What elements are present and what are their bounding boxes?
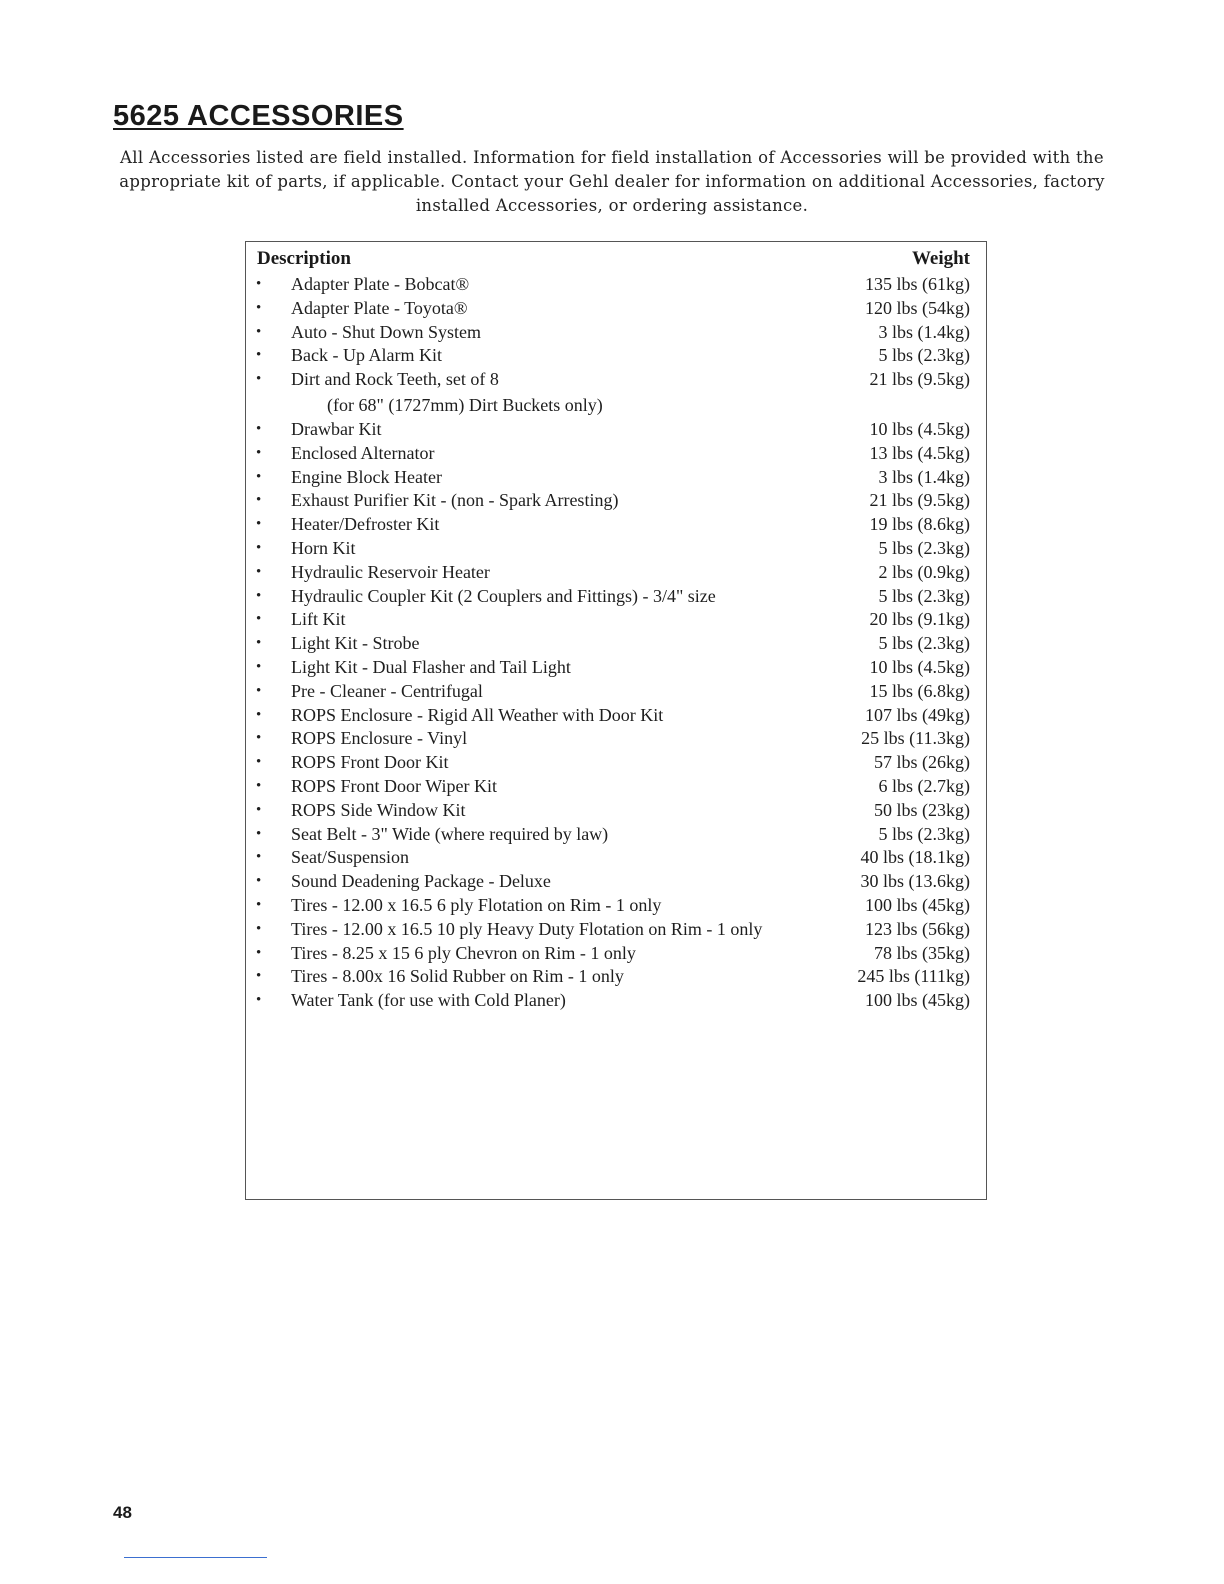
bullet-icon: •	[256, 371, 262, 388]
bullet-icon: •	[256, 276, 262, 292]
item-description: Heater/Defroster Kit	[291, 514, 440, 535]
item-description: Tires - 12.00 x 16.5 6 ply Flotation on Rim - 1 only	[291, 894, 662, 915]
item-description: Seat Belt - 3" Wide (where required by law)	[291, 823, 609, 844]
table-row	[246, 513, 970, 537]
bullet-icon: •	[256, 992, 262, 1009]
bullet-icon: •	[256, 920, 262, 937]
item-description: Adapter Plate - Toyota®	[291, 297, 468, 318]
item-weight: 6 lbs (2.7kg)	[878, 775, 970, 796]
bullet-icon: •	[256, 754, 262, 771]
footer-rule	[124, 1557, 267, 1558]
item-weight: 57 lbs (26kg)	[874, 752, 970, 773]
item-weight: 5 lbs (2.3kg)	[878, 823, 970, 844]
bullet-icon: •	[256, 658, 262, 675]
item-weight: 107 lbs (49kg)	[865, 704, 970, 725]
item-weight: 100 lbs (45kg)	[865, 894, 970, 915]
table-row	[246, 608, 970, 632]
item-description: Hydraulic Coupler Kit (2 Couplers and Fittings) - 3/4" size	[291, 585, 716, 606]
item-description: ROPS Front Door Wiper Kit	[291, 775, 497, 796]
table-row	[246, 846, 970, 870]
item-weight: 78 lbs (35kg)	[874, 942, 970, 963]
page-title: 5625 ACCESSORIES	[113, 100, 404, 132]
table-row	[246, 466, 970, 490]
header-description: Description	[257, 248, 351, 269]
bullet-icon: •	[256, 516, 262, 533]
table-row	[246, 368, 970, 392]
item-weight: 30 lbs (13.6kg)	[860, 871, 970, 892]
bullet-icon: •	[256, 944, 262, 961]
item-weight: 10 lbs (4.5kg)	[869, 656, 970, 677]
table-row	[246, 918, 970, 942]
item-description: Adapter Plate - Bobcat®	[291, 274, 470, 294]
table-row	[246, 704, 970, 728]
bullet-icon: •	[256, 563, 262, 580]
bullet-icon: •	[256, 706, 262, 723]
item-description: Lift Kit	[291, 609, 346, 630]
item-weight: 50 lbs (23kg)	[874, 799, 970, 820]
table-row	[246, 585, 970, 609]
bullet-icon: •	[256, 444, 262, 461]
item-description: Seat/Suspension	[291, 847, 410, 868]
item-description: Tires - 8.00x 16 Solid Rubber on Rim - 1 only	[291, 966, 624, 987]
item-weight: 15 lbs (6.8kg)	[869, 680, 970, 701]
table-row	[246, 656, 970, 680]
accessories-table	[245, 241, 987, 1200]
table-row	[246, 680, 970, 704]
header-weight: Weight	[911, 248, 970, 269]
page-number: 48	[113, 1503, 132, 1522]
bullet-icon: •	[256, 873, 262, 890]
item-weight: 135 lbs (61kg)	[865, 274, 970, 294]
table-row	[246, 989, 970, 1013]
item-note: (for 68" (1727mm) Dirt Buckets only)	[327, 394, 603, 415]
item-weight: 19 lbs (8.6kg)	[869, 514, 970, 535]
bullet-icon: •	[256, 635, 262, 652]
bullet-icon: •	[256, 539, 262, 556]
bullet-icon: •	[256, 777, 262, 794]
table-row	[246, 727, 970, 751]
item-description: Horn Kit	[291, 537, 356, 558]
item-description: Dirt and Rock Teeth, set of 8	[291, 369, 499, 390]
item-weight: 5 lbs (2.3kg)	[878, 633, 970, 654]
item-weight: 13 lbs (4.5kg)	[869, 442, 970, 463]
item-description: Sound Deadening Package - Deluxe	[291, 871, 551, 892]
bullet-icon: •	[256, 968, 262, 985]
item-description: Enclosed Alternator	[291, 442, 435, 463]
item-description: Water Tank (for use with Cold Planer)	[291, 990, 566, 1011]
item-weight: 25 lbs (11.3kg)	[861, 728, 970, 749]
table-row	[246, 632, 970, 656]
table-row	[246, 870, 970, 894]
table-row	[246, 442, 970, 466]
item-description: Drawbar Kit	[291, 418, 382, 439]
bullet-icon: •	[256, 492, 262, 509]
bullet-icon: •	[256, 825, 262, 842]
item-weight: 20 lbs (9.1kg)	[869, 609, 970, 630]
table-row	[246, 942, 970, 966]
bullet-icon: •	[256, 849, 262, 866]
item-weight: 5 lbs (2.3kg)	[878, 345, 970, 366]
bullet-icon: •	[256, 468, 262, 485]
table-row	[246, 823, 970, 847]
table-row	[246, 894, 970, 918]
table-row	[246, 418, 970, 442]
item-weight: 123 lbs (56kg)	[865, 918, 970, 939]
bullet-icon: •	[256, 420, 262, 437]
item-weight: 40 lbs (18.1kg)	[860, 847, 970, 868]
item-weight: 245 lbs (111kg)	[857, 966, 970, 987]
item-description: Tires - 8.25 x 15 6 ply Chevron on Rim - 1 only	[291, 942, 636, 963]
item-weight: 2 lbs (0.9kg)	[878, 561, 970, 582]
item-description: Hydraulic Reservoir Heater	[291, 561, 490, 582]
bullet-icon: •	[256, 730, 262, 747]
bullet-icon: •	[256, 682, 262, 699]
table-row	[246, 799, 970, 823]
bullet-icon: •	[256, 611, 262, 628]
item-description: Auto - Shut Down System	[291, 321, 482, 342]
item-description: Light Kit - Dual Flasher and Tail Light	[291, 656, 571, 677]
item-description: Exhaust Purifier Kit - (non - Spark Arresting)	[291, 490, 619, 511]
table-row	[246, 297, 970, 321]
bullet-icon: •	[256, 299, 262, 316]
item-description: Back - Up Alarm Kit	[291, 345, 442, 366]
item-weight: 21 lbs (9.5kg)	[869, 369, 970, 390]
item-weight: 21 lbs (9.5kg)	[869, 490, 970, 511]
item-description: Pre - Cleaner - Centrifugal	[291, 680, 483, 701]
item-description: Engine Block Heater	[291, 466, 442, 487]
table-row	[246, 273, 970, 297]
table-row	[246, 965, 970, 989]
item-description: Tires - 12.00 x 16.5 10 ply Heavy Duty Flotation on Rim - 1 only	[291, 918, 763, 939]
table-rows	[246, 273, 970, 1013]
item-description: ROPS Front Door Kit	[291, 752, 449, 773]
item-description: ROPS Enclosure - Vinyl	[291, 728, 468, 749]
bullet-icon: •	[256, 587, 262, 604]
table-row	[246, 537, 970, 561]
item-weight: 5 lbs (2.3kg)	[878, 585, 970, 606]
item-description: ROPS Side Window Kit	[291, 799, 466, 820]
bullet-icon: •	[256, 896, 262, 913]
item-weight: 120 lbs (54kg)	[865, 297, 970, 318]
table-row	[246, 344, 970, 368]
bullet-icon: •	[256, 323, 262, 340]
item-description: ROPS Enclosure - Rigid All Weather with Door Kit	[291, 704, 664, 725]
item-weight: 3 lbs (1.4kg)	[878, 466, 970, 487]
table-header	[257, 248, 970, 274]
intro-paragraph: All Accessories listed are field installed. Information for field installation of Accessories will be provided with the appropriate kit of parts, if applicable. Contact your Gehl dealer for information on additional Accessories, factory installed Accessories, or ordering assistance.	[119, 148, 1105, 215]
item-weight: 5 lbs (2.3kg)	[878, 537, 970, 558]
item-weight: 3 lbs (1.4kg)	[878, 321, 970, 342]
bullet-icon: •	[256, 801, 262, 818]
item-weight: 10 lbs (4.5kg)	[869, 418, 970, 439]
table-row	[246, 321, 970, 345]
table-row	[246, 489, 970, 513]
table-row	[246, 775, 970, 799]
bullet-icon: •	[256, 347, 262, 364]
item-weight: 100 lbs (45kg)	[865, 990, 970, 1011]
table-row	[246, 751, 970, 775]
table-row	[246, 561, 970, 585]
item-description: Light Kit - Strobe	[291, 633, 420, 654]
